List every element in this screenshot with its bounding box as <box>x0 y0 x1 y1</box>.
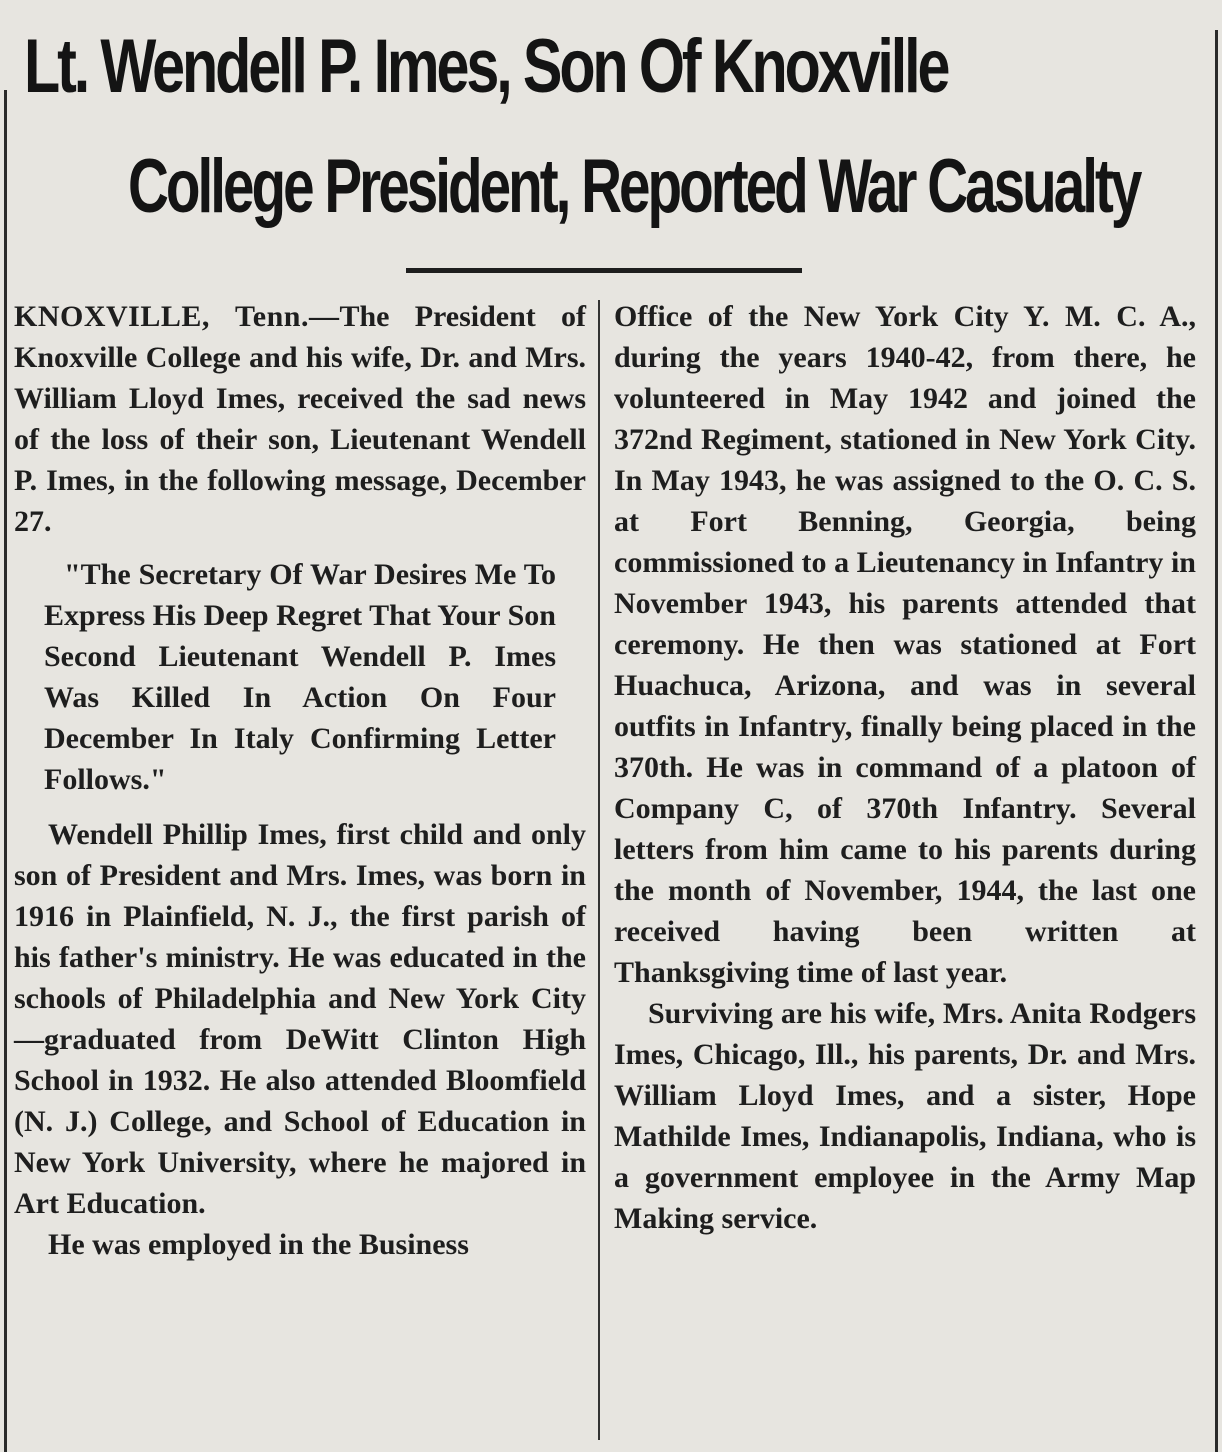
article-paragraph-biography: Wendell Phillip Imes, first child and only son of President and Mrs. Imes, was born in 1916 in Plainfield, N. J., the first parish of his father's ministry. He was educated in the schools of Philadelphia and New York City—graduated from DeWitt Clinton High School in 1932. He also attended Bloomfield (N. J.) College, and School of Education in New York University, where he majored in Art Education. <box>14 818 586 1220</box>
headline-cutoff-rule <box>406 268 802 273</box>
article-paragraph-employment-start: He was employed in the Business <box>48 1228 469 1261</box>
headline <box>0 0 1222 260</box>
dateline: KNOXVILLE, Tenn.— <box>14 300 340 333</box>
article-paragraph-lead <box>14 296 586 542</box>
telegram-quote: "The Secretary Of War Desires Me To Express His Deep Regret That Your Son Second Lieutenant Wendell P. Imes Was Killed In Action On Four December In Italy Confirming Letter Follows." <box>44 558 556 796</box>
left-border-rule <box>4 90 7 1452</box>
article-paragraph-employment-continued: Office of the New York City Y. M. C. A., during the years 1940-42, from there, he volunteered in May 1942 and joined the 372nd Regiment, stationed in New York City. In May 1943, he was assigned to the O. C. S. at Fort Benning, Georgia, being commissioned to a Lieutenancy in Infantry in November 1943, his parents attended that ceremony. He then was stationed at Fort Huachuca, Arizona, and was in several outfits in Infantry, finally being placed in the 370th. He was in command of a platoon of Company C, of 370th Infantry. Several letters from him came to his parents during the month of November, 1944, the last one received having been written at Thanksgiving time of last year. <box>614 300 1196 989</box>
article-column-right <box>614 296 1196 1239</box>
headline-line-2: College President, Reported War Casualty <box>128 144 1140 229</box>
lead-text: The President of Knoxville College and his wife, Dr. and Mrs. William Lloyd Imes, received the sad news of the loss of their son, Lieutenant Wendell P. Imes, in the following message, December 27. <box>14 300 586 538</box>
headline-line-1: Lt. Wendell P. Imes, Son Of Knoxville <box>24 24 948 109</box>
column-divider <box>598 300 600 1440</box>
article-column-left <box>14 296 586 1265</box>
article-paragraph-survivors: Surviving are his wife, Mrs. Anita Rodgers Imes, Chicago, Ill., his parents, Dr. and Mrs. William Lloyd Imes, and a sister, Hope Mathilde Imes, Indianapolis, Indiana, who is a government employee in the Army Map Making service. <box>614 997 1196 1235</box>
